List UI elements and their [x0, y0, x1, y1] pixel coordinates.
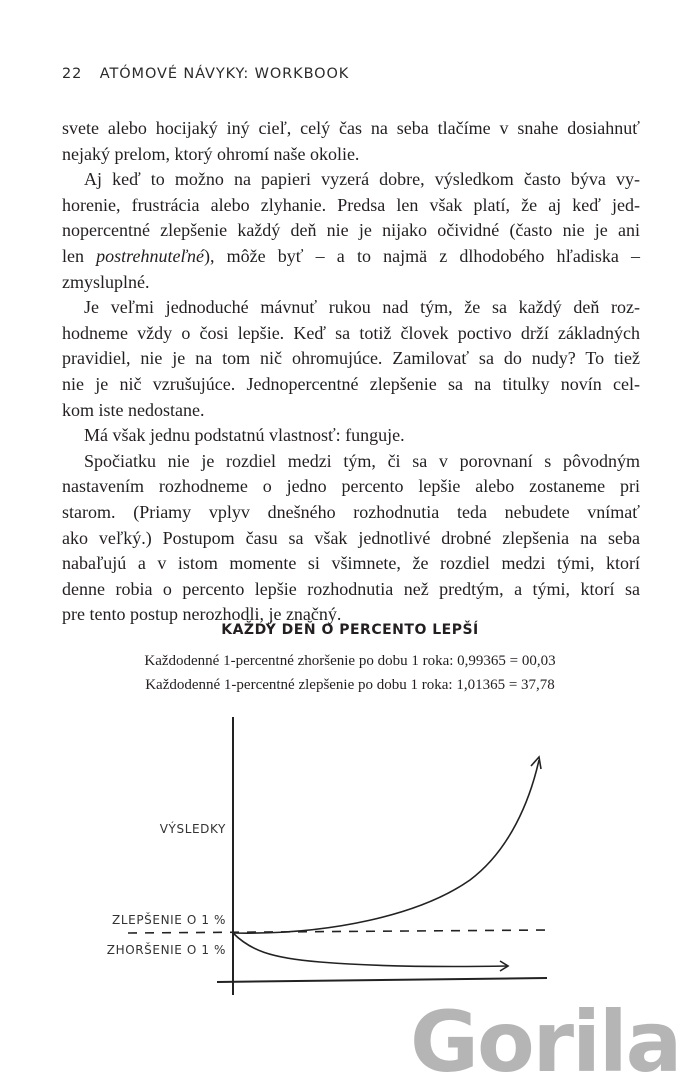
text-segment: pravidiel, nie je na tom nič ohromujúce. Zamilovať sa do nudy? To tiež	[62, 348, 640, 369]
text-segment: svete alebo hocijaký iný cieľ, celý čas na seba tlačíme v snahe dosiahnuť	[62, 118, 640, 138]
figure-caption-worse: Každodenné 1-percentné zhoršenie po dobu 1 roka: 0,99365 = 00,03	[144, 653, 556, 669]
text-segment: Je veľmi jednoduché mávnuť rukou nad tým, že sa každý deň roz-	[84, 297, 640, 318]
text-segment: nejaký prelom, ktorý ohromí naše okolie.	[62, 143, 360, 164]
text-segment: Má však jednu podstatnú vlastnosť: funguje.	[84, 425, 405, 446]
improvement-arrow-icon	[531, 757, 541, 769]
text-segment: hodneme vždy o čosi lepšie. Keď sa totiž človek poctivo drží základných	[62, 322, 640, 343]
text-segment: denne robia o percento lepšie rozhodnutia než predtým, a tými, ktorí sa	[62, 578, 640, 599]
baseline-dashed	[128, 930, 550, 933]
label-results: VÝSLEDKY	[159, 822, 226, 836]
text-segment: nopercentné zlepšenie každý deň nie je nijako očividné (často nie je ani	[62, 220, 640, 241]
text-segment: Spočiatku nie je rozdiel medzi tým, či sa v porovnaní s pôvodným	[84, 450, 640, 471]
label-worse: ZHORŠENIE O 1 %	[106, 943, 226, 957]
text-segment: len	[62, 245, 97, 266]
figure-caption-better: Každodenné 1-percentné zlepšenie po dobu 1 roka: 1,01365 = 37,78	[145, 677, 555, 693]
text-segment: kom iste nedostane.	[62, 399, 205, 420]
decline-curve	[233, 933, 508, 967]
text-segment: ), môže byť – a to najmä z dlhodobého hľadiska –	[204, 245, 640, 266]
text-segment: nastavením rozhodneme o jedno percento lepšie alebo zostaneme pri	[62, 476, 640, 497]
text-segment: zmysluplné.	[62, 271, 150, 292]
book-title: ATÓMOVÉ NÁVYKY: WORKBOOK	[99, 66, 350, 82]
label-better: ZLEPŠENIE O 1 %	[112, 913, 226, 927]
italic-text: postrehnuteľné	[96, 245, 205, 266]
text-segment: nabaľujú a v istom momente si všimnete, že rozdiel medzi tými, ktorí	[62, 553, 640, 574]
gorila-watermark: Gorila	[410, 993, 681, 1091]
text-segment: ako veľký.) Postupom času sa však jednotlivé drobné zlepšenia na seba	[62, 527, 640, 548]
x-axis	[217, 978, 547, 982]
text-segment: Aj keď to možno na papieri vyzerá dobre, výsledkom často býva vy-	[84, 169, 640, 190]
page-number: 22	[62, 66, 83, 82]
text-segment: nie je nič vzrušujúce. Jednopercentné zlepšenie sa na titulky novín cel-	[62, 373, 640, 394]
text-segment: horenie, frustrácia alebo zlyhanie. Predsa len však platí, že aj keď jed-	[62, 194, 640, 215]
text-segment: pre tento postup nerozhodli, je značný.	[62, 604, 342, 625]
figure-title: KAŽDÝ DEŇ O PERCENTO LEPŠÍ	[221, 622, 479, 638]
improvement-curve	[233, 760, 539, 933]
text-segment: starom. (Priamy vplyv dnešného rozhodnutia teda nebudete vnímať	[62, 501, 640, 522]
